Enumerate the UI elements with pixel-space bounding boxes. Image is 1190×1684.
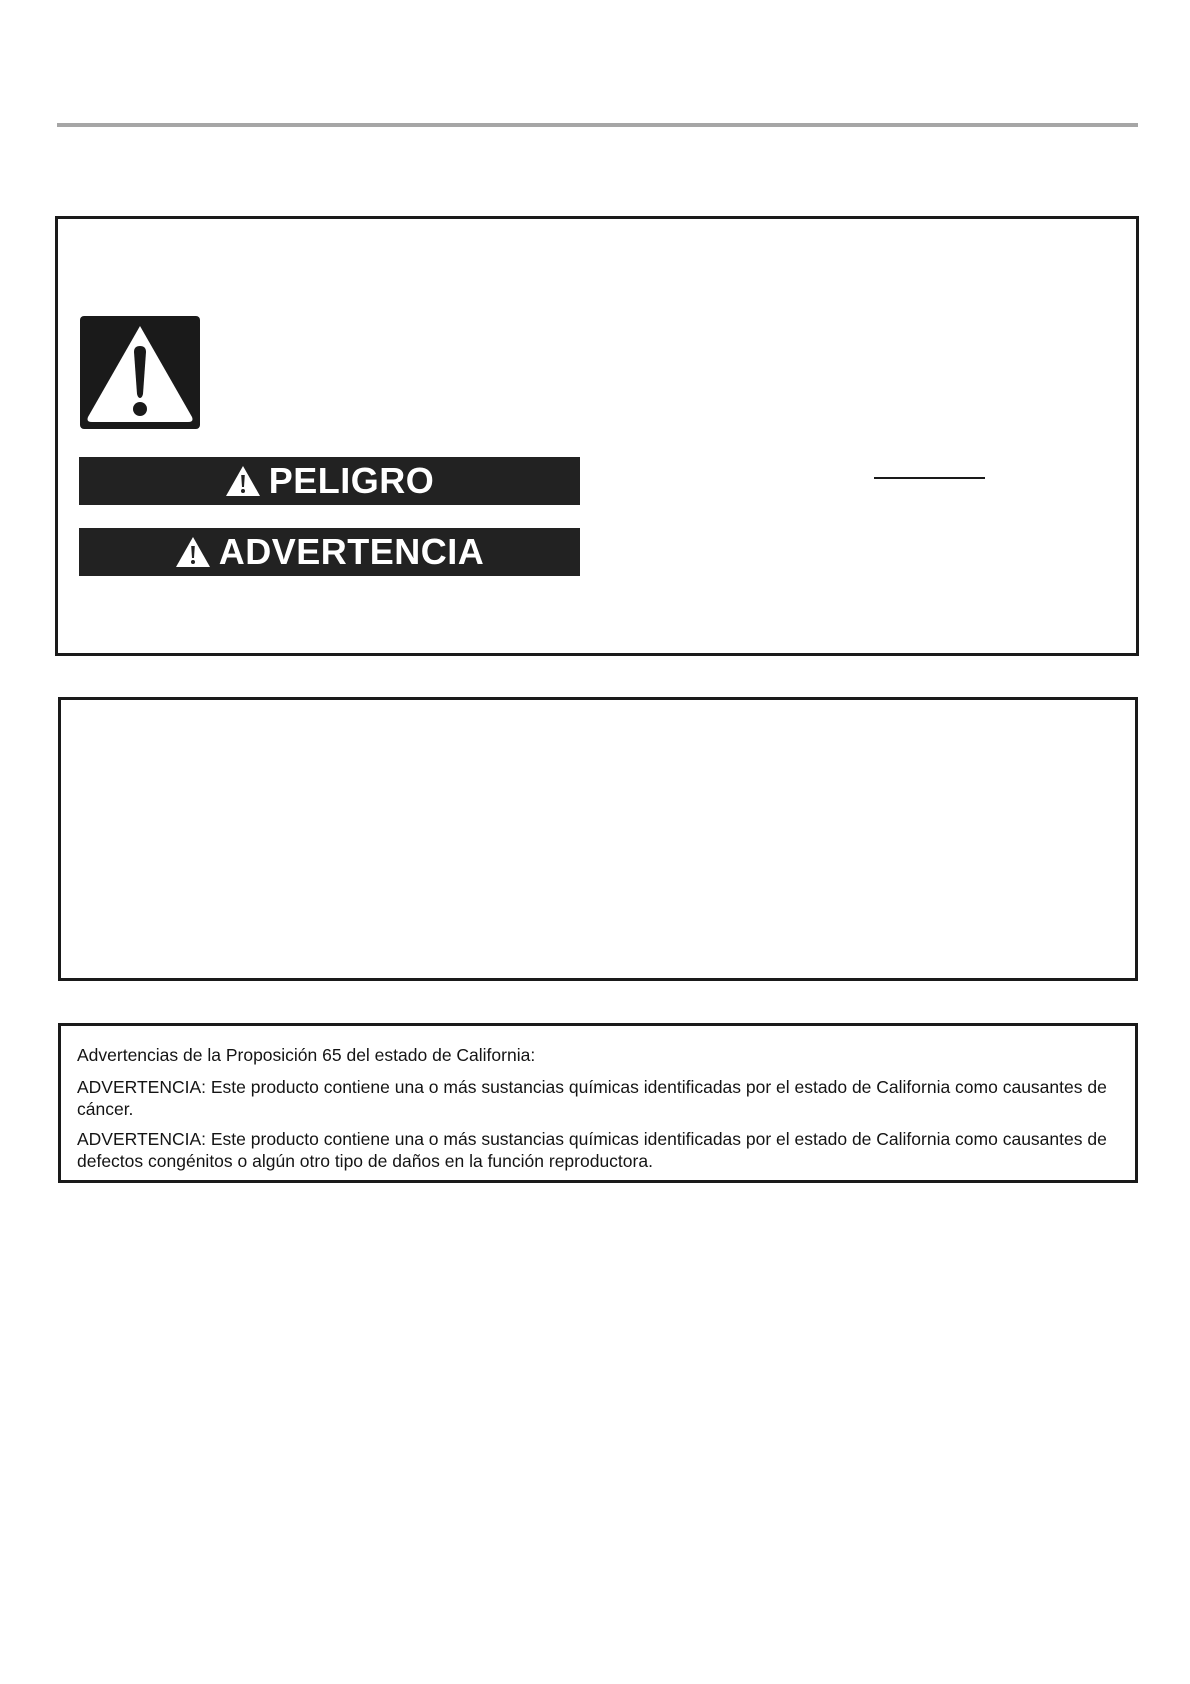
warning-label: ADVERTENCIA xyxy=(218,531,485,572)
prop65-warning-cancer: ADVERTENCIA: Este producto contiene una o más sustancias químicas identificadas por el estado de California como causantes de cáncer. xyxy=(77,1077,1107,1119)
prop65-warning-reproductive: ADVERTENCIA: Este producto contiene una o más sustancias químicas identificadas por el estado de California como causantes de defectos congénitos o algún otro tipo de daños en la función reproductora. xyxy=(77,1129,1107,1171)
danger-signal-bar xyxy=(79,457,580,505)
warning-triangle-icon xyxy=(175,536,211,568)
safety-box xyxy=(55,216,1139,656)
warning-triangle-icon xyxy=(225,465,261,497)
prop65-title: Advertencias de la Proposición 65 del estado de California: xyxy=(77,1045,536,1065)
empty-notice-box xyxy=(58,697,1138,981)
warning-signal-bar xyxy=(79,528,580,576)
top-divider xyxy=(57,123,1138,127)
danger-label: PELIGRO xyxy=(268,460,435,501)
safety-alert-icon xyxy=(80,316,200,429)
underline-rule xyxy=(874,477,985,479)
